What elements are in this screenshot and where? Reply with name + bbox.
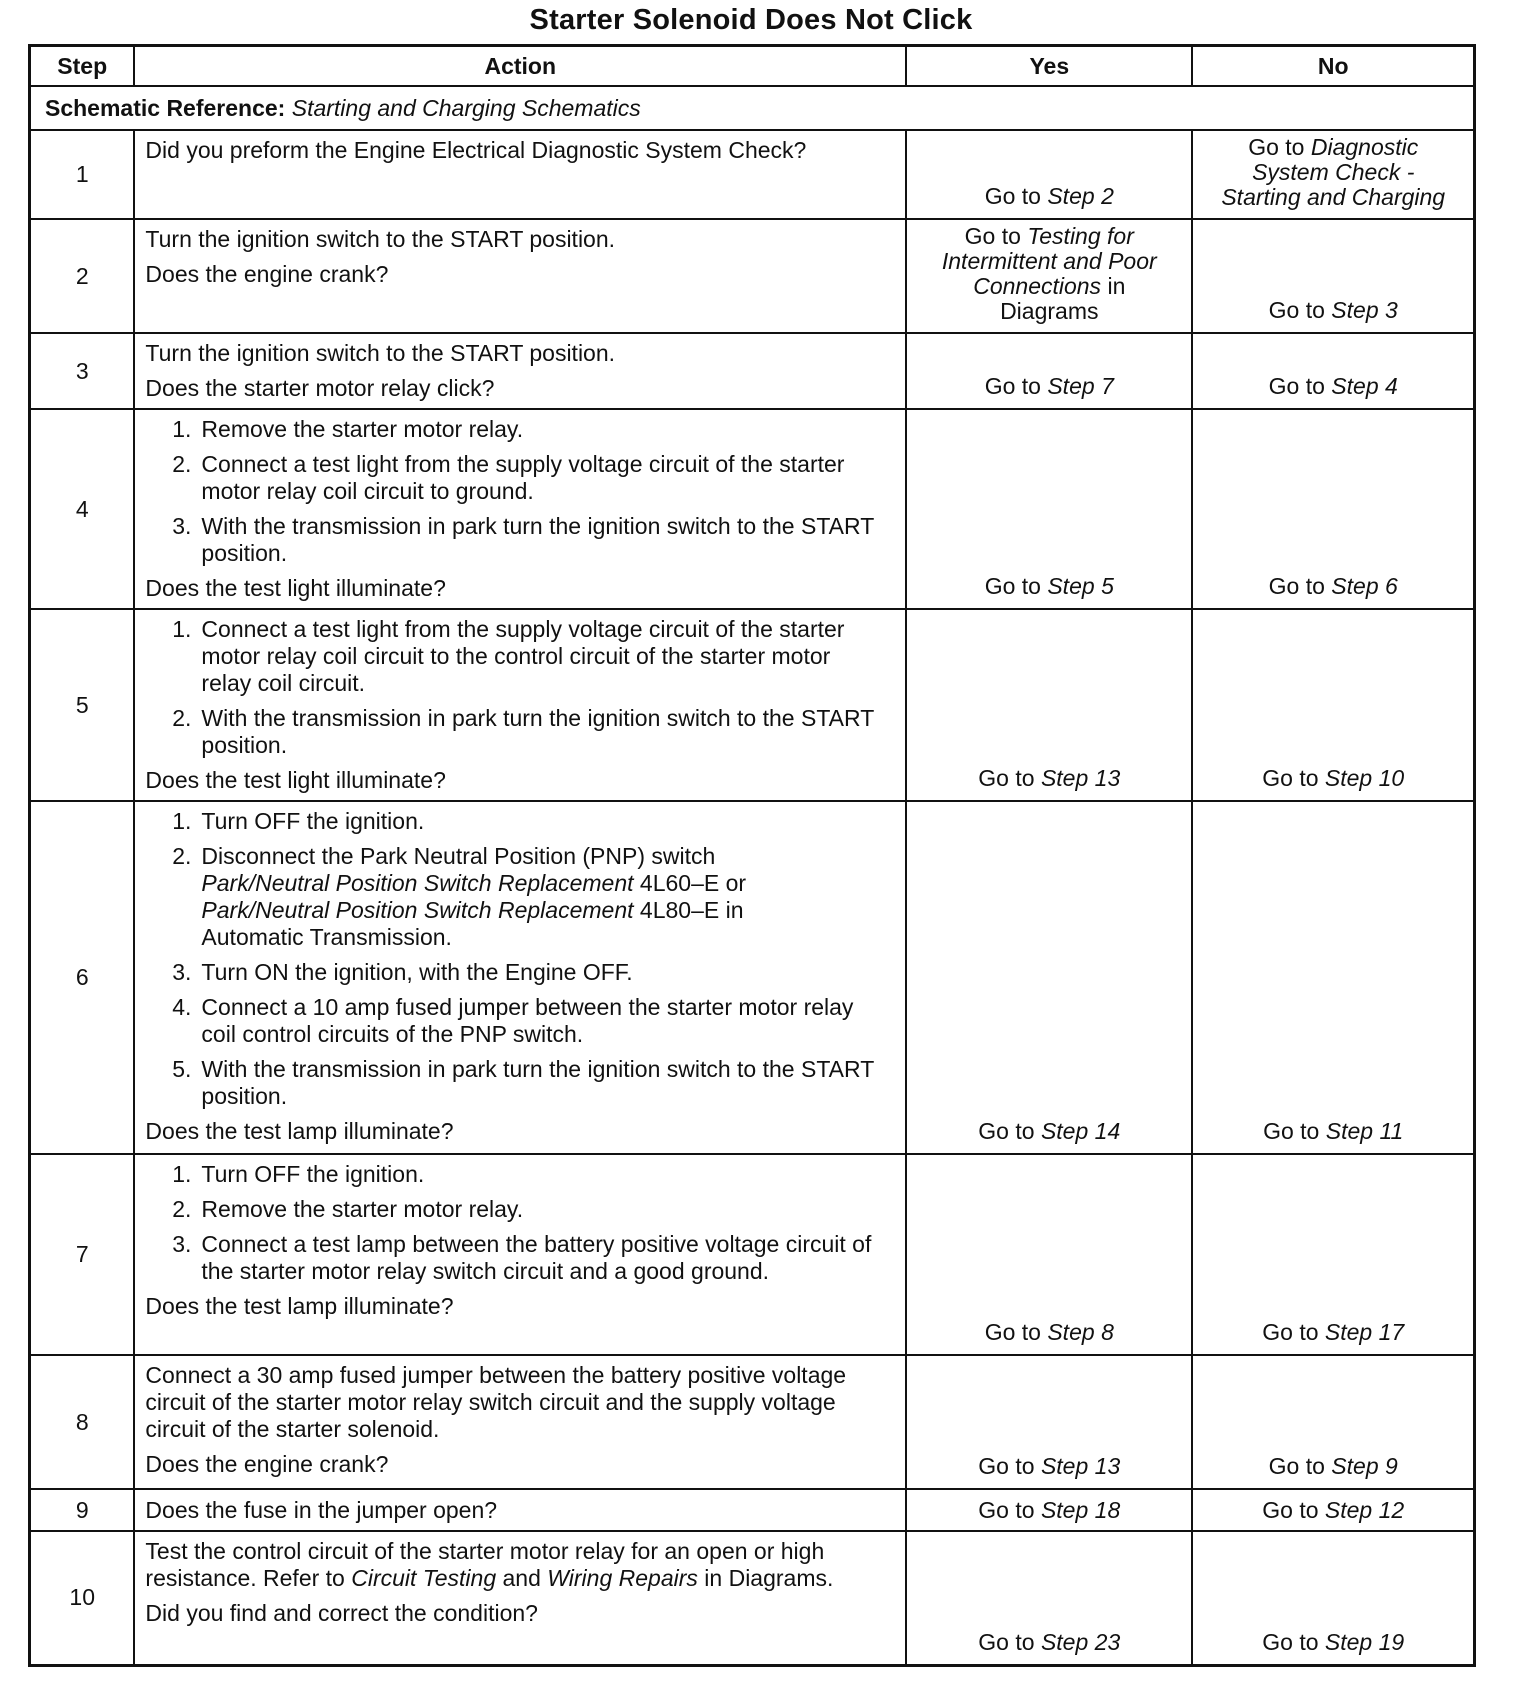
yes-cell	[906, 333, 1192, 409]
action-cell	[134, 609, 906, 801]
item-number: 2.	[172, 451, 192, 477]
step-target: 12	[1378, 1496, 1405, 1523]
step-target: 8	[1101, 1319, 1114, 1345]
go-to: Go to	[978, 1453, 1035, 1479]
action-cell	[134, 130, 906, 219]
item-number: 2.	[172, 705, 192, 731]
action-cell	[134, 219, 906, 333]
go-to: Go to	[978, 1118, 1035, 1144]
list-item	[145, 1196, 895, 1223]
yes-cell	[906, 609, 1192, 801]
go-to: Go to	[984, 183, 1041, 209]
item-body: Disconnect the Park Neutral Position (PNP) switch	[201, 843, 716, 869]
item-text: With the transmission in park turn the ignition switch to the START position.	[201, 1056, 874, 1109]
table-row	[30, 219, 1475, 333]
no-cell	[1192, 1531, 1474, 1665]
ref-link: System Check -	[1252, 159, 1415, 185]
yes-cell	[906, 1355, 1192, 1489]
step-target: 6	[1385, 573, 1398, 599]
step-word: Step	[1324, 1628, 1373, 1655]
step-number: 1	[30, 130, 135, 219]
go-to: Go to	[1268, 297, 1325, 323]
item-number: 3.	[172, 1231, 192, 1257]
text-part: in	[704, 1565, 723, 1591]
step-number: 4	[30, 409, 135, 609]
step-target: 19	[1378, 1628, 1405, 1655]
item-text: With the transmission in park turn the ignition switch to the START position.	[201, 513, 874, 566]
step-number: 7	[30, 1154, 135, 1355]
step-number: 6	[30, 801, 135, 1154]
action-cell	[134, 1531, 906, 1665]
header-yes: Yes	[906, 46, 1192, 87]
question: Does the fuse in the jumper open?	[145, 1496, 498, 1523]
step-word: Step	[1040, 1628, 1089, 1655]
step-target: 4	[1385, 373, 1398, 399]
list-item	[145, 616, 895, 697]
go-to: Go to	[1268, 573, 1325, 599]
yes-cell	[906, 409, 1192, 609]
step-number: 5	[30, 609, 135, 801]
question: Does the test lamp illuminate?	[145, 1293, 454, 1319]
item-number: 3.	[172, 513, 192, 539]
question: Did you find and correct the condition?	[145, 1600, 538, 1626]
ref-tail: 4L80–E in	[639, 897, 744, 923]
yes-cell	[906, 1154, 1192, 1355]
list-item	[145, 994, 895, 1048]
step-number: 2	[30, 219, 135, 333]
schematic-value: Starting and Charging Schematics	[291, 94, 641, 121]
action-text: Connect a 30 amp fused jumper between the battery positive voltage circuit of the starter motor relay switch circuit and the supply voltage circuit of the starter solenoid.	[145, 1362, 847, 1442]
item-number: 4.	[172, 994, 192, 1020]
header-step: Step	[30, 46, 135, 87]
action-cell	[134, 1154, 906, 1355]
list-item	[145, 843, 895, 951]
no-cell	[1192, 1489, 1474, 1531]
table-row	[30, 1154, 1475, 1355]
step-target: 9	[1385, 1453, 1398, 1479]
no-cell	[1192, 130, 1474, 219]
item-number: 2.	[172, 843, 192, 869]
item-number: 1.	[172, 808, 192, 834]
item-text: Remove the starter motor relay.	[201, 416, 524, 442]
go-to: Go to	[1262, 1628, 1319, 1655]
item-text: Connect a test lamp between the battery positive voltage circuit of the starter motor relay switch circuit and a good ground.	[201, 1231, 872, 1284]
step-word: Step	[1040, 1453, 1089, 1479]
go-to: Go to	[1262, 1496, 1319, 1523]
ref-tail: Diagrams	[1000, 298, 1099, 324]
ref-link: Intermittent and Poor	[941, 248, 1157, 274]
go-to: Go to	[978, 1496, 1035, 1523]
step-target: 11	[1379, 1118, 1404, 1144]
table-row	[30, 409, 1475, 609]
go-to: Go to	[1263, 1118, 1320, 1144]
in-word: in	[1107, 273, 1126, 299]
yes-cell	[906, 1489, 1192, 1531]
go-to: Go to	[1268, 1453, 1325, 1479]
item-number: 1.	[172, 1161, 192, 1187]
list-item	[145, 808, 895, 835]
step-word: Step	[1331, 373, 1379, 399]
ref-link: Circuit Testing	[351, 1565, 497, 1591]
go-to: Go to	[978, 765, 1035, 791]
step-target: 3	[1385, 297, 1398, 323]
list-item	[145, 1161, 895, 1188]
step-target: 13	[1094, 1453, 1121, 1479]
step-word: Step	[1331, 297, 1379, 323]
go-to: Go to	[1268, 373, 1325, 399]
go-to: Go to	[978, 1628, 1035, 1655]
action-cell	[134, 409, 906, 609]
question: Does the engine crank?	[145, 261, 389, 287]
item-number: 3.	[172, 959, 192, 985]
list-item	[145, 1056, 895, 1110]
step-target: 5	[1101, 573, 1114, 599]
no-cell	[1192, 609, 1474, 801]
text-part: Diagrams.	[728, 1565, 834, 1591]
list-item	[145, 959, 895, 986]
step-number: 8	[30, 1355, 135, 1489]
step-target: 10	[1378, 765, 1405, 791]
step-word: Step	[1047, 573, 1095, 599]
item-number: 2.	[172, 1196, 192, 1222]
header-row	[30, 46, 1475, 87]
list-item	[145, 705, 895, 759]
table-row	[30, 609, 1475, 801]
no-cell	[1192, 801, 1474, 1154]
item-text: With the transmission in park turn the ignition switch to the START position.	[201, 705, 874, 758]
question: Did you preform the Engine Electrical Diagnostic System Check?	[145, 137, 807, 163]
no-cell	[1192, 219, 1474, 333]
question: Does the test light illuminate?	[145, 575, 446, 601]
go-to: Go to	[984, 373, 1041, 399]
schematic-label: Schematic Reference:	[45, 94, 286, 121]
step-word: Step	[1047, 373, 1095, 399]
item-number: 1.	[172, 616, 192, 642]
ref-link: Testing for	[1027, 223, 1134, 249]
item-text: Remove the starter motor relay.	[201, 1196, 524, 1222]
step-word: Step	[1325, 1118, 1374, 1144]
ref-link: Diagnostic	[1310, 134, 1419, 160]
table-row	[30, 801, 1475, 1154]
ref-link: Park/Neutral Position Switch Replacement	[201, 897, 634, 923]
ref-link: Starting and Charging	[1221, 184, 1446, 210]
step-number: 10	[30, 1531, 135, 1665]
action-cell	[134, 1355, 906, 1489]
no-cell	[1192, 333, 1474, 409]
text-part: Test the control circuit of the starter motor relay for an open or high resistance. Refer to	[145, 1538, 825, 1591]
go-to: Go to	[964, 223, 1021, 249]
step-target: 13	[1094, 765, 1121, 791]
yes-cell	[906, 130, 1192, 219]
step-target: 18	[1094, 1496, 1121, 1523]
yes-cell	[906, 801, 1192, 1154]
step-target: 17	[1378, 1319, 1405, 1345]
action-cell	[134, 801, 906, 1154]
item-text	[201, 843, 895, 951]
go-to: Go to	[984, 1319, 1041, 1345]
list-item	[145, 1231, 895, 1285]
ref-link: Wiring Repairs	[547, 1565, 698, 1591]
action-text: Turn the ignition switch to the START position.	[145, 226, 616, 252]
table-row	[30, 130, 1475, 219]
no-cell	[1192, 1355, 1474, 1489]
schematic-reference	[30, 86, 1475, 130]
action-cell	[134, 1489, 906, 1531]
go-to: Go to	[1248, 134, 1305, 160]
step-word: Step	[1331, 573, 1379, 599]
table-row	[30, 1355, 1475, 1489]
item-text: Turn ON the ignition, with the Engine OFF.	[201, 959, 633, 985]
step-number: 9	[30, 1489, 135, 1531]
ref-link: Connections	[973, 273, 1102, 299]
step-target: 14	[1094, 1118, 1121, 1144]
schematic-reference-row	[30, 86, 1475, 130]
item-tail: Automatic Transmission.	[201, 924, 452, 950]
text-part: and	[502, 1565, 541, 1591]
step-word: Step	[1324, 1496, 1373, 1523]
step-word: Step	[1331, 1453, 1379, 1479]
step-target: 7	[1101, 373, 1114, 399]
no-cell	[1192, 1154, 1474, 1355]
question: Does the test light illuminate?	[145, 767, 446, 793]
list-item	[145, 513, 895, 567]
question: Does the engine crank?	[145, 1451, 389, 1477]
item-text: Connect a test light from the supply voltage circuit of the starter motor relay coil circuit to the control circuit of the starter motor relay coil circuit.	[201, 616, 845, 696]
step-number: 3	[30, 333, 135, 409]
item-number: 5.	[172, 1056, 192, 1082]
step-word: Step	[1324, 1319, 1373, 1345]
item-text: Connect a 10 amp fused jumper between the starter motor relay coil control circuits of the PNP switch.	[201, 994, 854, 1047]
list-item	[145, 451, 895, 505]
step-word: Step	[1324, 765, 1373, 791]
ref-link: Park/Neutral Position Switch Replacement	[201, 870, 634, 896]
step-word: Step	[1047, 183, 1095, 209]
yes-cell	[906, 219, 1192, 333]
item-text: Turn OFF the ignition.	[201, 1161, 425, 1187]
action-text: Turn the ignition switch to the START position.	[145, 340, 616, 366]
go-to: Go to	[1262, 1319, 1319, 1345]
ref-tail: 4L60–E or	[639, 870, 747, 896]
no-cell	[1192, 409, 1474, 609]
step-word: Step	[1040, 1118, 1089, 1144]
header-action: Action	[134, 46, 906, 87]
table-row	[30, 1489, 1475, 1531]
yes-cell	[906, 1531, 1192, 1665]
list-item	[145, 416, 895, 443]
go-to: Go to	[1262, 765, 1319, 791]
question: Does the starter motor relay click?	[145, 375, 495, 401]
table-row	[30, 333, 1475, 409]
action-cell	[134, 333, 906, 409]
step-target: 23	[1094, 1628, 1121, 1655]
item-number: 1.	[172, 416, 192, 442]
go-to: Go to	[984, 573, 1041, 599]
step-target: 2	[1101, 183, 1114, 209]
item-text: Turn OFF the ignition.	[201, 808, 425, 834]
header-no: No	[1192, 46, 1474, 87]
step-word: Step	[1047, 1319, 1095, 1345]
question: Does the test lamp illuminate?	[145, 1118, 454, 1144]
table-row	[30, 1531, 1475, 1665]
item-text: Connect a test light from the supply voltage circuit of the starter motor relay coil circuit to ground.	[201, 451, 845, 504]
page-title: Starter Solenoid Does Not Click	[529, 4, 973, 36]
action-text	[145, 1538, 895, 1592]
step-word: Step	[1040, 765, 1089, 791]
step-word: Step	[1040, 1496, 1089, 1523]
diagnostic-table	[28, 44, 1476, 1667]
